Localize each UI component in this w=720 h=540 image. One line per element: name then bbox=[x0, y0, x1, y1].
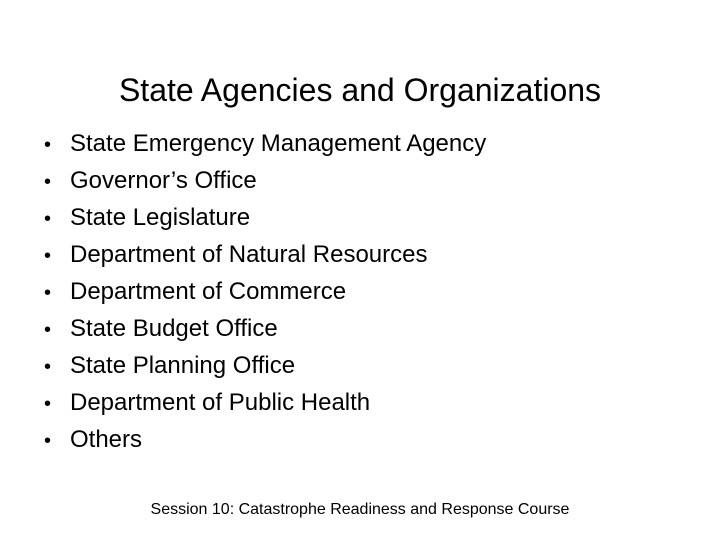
slide-title bbox=[0, 66, 720, 114]
bullet-text: State Planning Office bbox=[70, 352, 296, 379]
bullet-item bbox=[44, 162, 486, 199]
bullet-item bbox=[44, 236, 486, 273]
bullet-icon: • bbox=[44, 134, 52, 156]
bullet-text: Department of Natural Resources bbox=[70, 241, 428, 268]
slide-footer bbox=[0, 500, 720, 520]
bullet-icon: • bbox=[44, 430, 52, 452]
bullet-icon: • bbox=[44, 393, 52, 415]
bullet-icon: • bbox=[44, 356, 52, 378]
bullet-icon: • bbox=[44, 208, 52, 230]
bullet-icon: • bbox=[44, 245, 52, 267]
bullet-list bbox=[44, 125, 486, 458]
bullet-item bbox=[44, 125, 486, 162]
bullet-text: State Legislature bbox=[70, 204, 251, 231]
bullet-item bbox=[44, 310, 486, 347]
bullet-icon: • bbox=[44, 171, 52, 193]
bullet-text: Department of Public Health bbox=[70, 389, 371, 416]
bullet-item bbox=[44, 421, 486, 458]
bullet-icon: • bbox=[44, 282, 52, 304]
footer-text: Session 10: Catastrophe Readiness and Response Course bbox=[150, 501, 570, 518]
bullet-item bbox=[44, 273, 486, 310]
bullet-text: Governor’s Office bbox=[70, 167, 257, 194]
bullet-text: Department of Commerce bbox=[70, 278, 347, 305]
bullet-text: Others bbox=[70, 426, 143, 453]
bullet-text: State Emergency Management Agency bbox=[70, 130, 487, 157]
bullet-item bbox=[44, 199, 486, 236]
slide-title-text: State Agencies and Organizations bbox=[118, 72, 602, 108]
bullet-icon: • bbox=[44, 319, 52, 341]
bullet-item bbox=[44, 347, 486, 384]
bullet-text: State Budget Office bbox=[70, 315, 278, 342]
bullet-item bbox=[44, 384, 486, 421]
